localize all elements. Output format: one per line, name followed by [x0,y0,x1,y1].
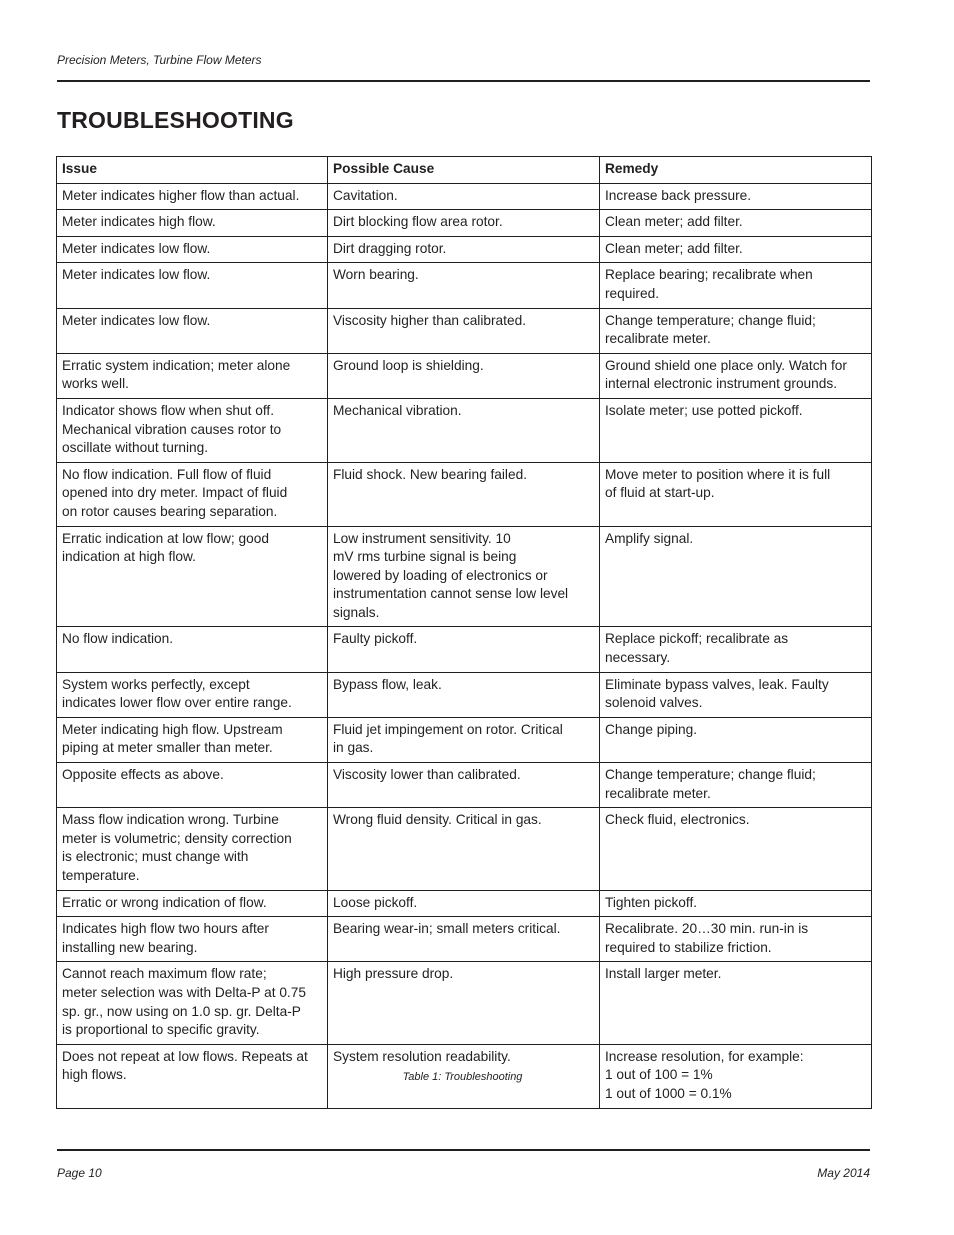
table-row [57,763,872,808]
issue-cell: Erratic indication at low flow; good indication at high flow. [57,526,328,627]
remedy-cell: Isolate meter; use potted pickoff. [600,398,872,462]
remedy-cell: Ground shield one place only. Watch for internal electronic instrument grounds. [600,353,872,398]
cause-cell: Dirt blocking flow area rotor. [328,210,600,237]
remedy-cell: Change temperature; change fluid; recalibrate meter. [600,763,872,808]
cause-cell: Cavitation. [328,183,600,210]
publication-date: May 2014 [817,1166,870,1180]
table-row [57,627,872,672]
remedy-cell: Move meter to position where it is full of fluid at start-up. [600,462,872,526]
table-row [57,308,872,353]
table-row [57,236,872,263]
remedy-cell: Clean meter; add filter. [600,210,872,237]
table-row [57,808,872,890]
table-row [57,890,872,917]
table-row [57,398,872,462]
page-number: Page 10 [57,1166,102,1180]
issue-cell: Does not repeat at low flows. Repeats at high flows. [57,1044,328,1108]
remedy-cell: Eliminate bypass valves, leak. Faulty solenoid valves. [600,672,872,717]
issue-cell: Erratic or wrong indication of flow. [57,890,328,917]
column-header-remedy: Remedy [600,157,872,184]
remedy-cell: Recalibrate. 20…30 min. run-in is required to stabilize friction. [600,917,872,962]
issue-cell: Opposite effects as above. [57,763,328,808]
cause-cell: Bearing wear-in; small meters critical. [328,917,600,962]
cause-cell: Viscosity lower than calibrated. [328,763,600,808]
remedy-cell: Amplify signal. [600,526,872,627]
remedy-cell: Replace pickoff; recalibrate as necessary. [600,627,872,672]
cause-cell: Fluid shock. New bearing failed. [328,462,600,526]
issue-cell: Meter indicates low flow. [57,263,328,308]
table-header-row [57,157,872,184]
running-header: Precision Meters, Turbine Flow Meters [57,53,262,67]
table-row [57,717,872,762]
table-body [57,183,872,1108]
issue-cell: Meter indicates higher flow than actual. [57,183,328,210]
remedy-cell: Change temperature; change fluid; recalibrate meter. [600,308,872,353]
cause-cell: Low instrument sensitivity. 10 mV rms turbine signal is being lowered by loading of electronics or instrumentation cannot sense low level signals. [328,526,600,627]
issue-cell: No flow indication. Full flow of fluid opened into dry meter. Impact of fluid on rotor causes bearing separation. [57,462,328,526]
table-row [57,526,872,627]
cause-cell: Wrong fluid density. Critical in gas. [328,808,600,890]
issue-cell: Meter indicating high flow. Upstream piping at meter smaller than meter. [57,717,328,762]
column-header-issue: Issue [57,157,328,184]
column-header-possible-cause: Possible Cause [328,157,600,184]
remedy-cell: Increase back pressure. [600,183,872,210]
table-caption: Table 1: Troubleshooting [402,1071,523,1083]
cause-cell: High pressure drop. [328,962,600,1044]
issue-cell: Cannot reach maximum flow rate; meter selection was with Delta-P at 0.75 sp. gr., now using on 1.0 sp. gr. Delta-P is proportional to specific gravity. [57,962,328,1044]
issue-cell: Mass flow indication wrong. Turbine meter is volumetric; density correction is electronic; must change with temperature. [57,808,328,890]
remedy-cell: Change piping. [600,717,872,762]
issue-cell: Meter indicates high flow. [57,210,328,237]
issue-cell: Meter indicates low flow. [57,308,328,353]
table-row [57,183,872,210]
remedy-cell: Tighten pickoff. [600,890,872,917]
table-row [57,353,872,398]
cause-cell: Dirt dragging rotor. [328,236,600,263]
issue-cell: System works perfectly, except indicates lower flow over entire range. [57,672,328,717]
table-row [57,672,872,717]
table-row [57,210,872,237]
cause-cell: System resolution readability. [328,1044,600,1108]
cause-cell: Bypass flow, leak. [328,672,600,717]
remedy-cell: Check fluid, electronics. [600,808,872,890]
footer-rule [57,1149,870,1151]
header-rule [57,80,870,82]
issue-cell: Indicates high flow two hours after installing new bearing. [57,917,328,962]
cause-cell: Ground loop is shielding. [328,353,600,398]
remedy-cell: Install larger meter. [600,962,872,1044]
issue-cell: No flow indication. [57,627,328,672]
cause-cell: Worn bearing. [328,263,600,308]
issue-cell: Erratic system indication; meter alone works well. [57,353,328,398]
remedy-cell: Replace bearing; recalibrate when required. [600,263,872,308]
table-row [57,263,872,308]
table-row [57,962,872,1044]
table-row [57,917,872,962]
cause-cell: Mechanical vibration. [328,398,600,462]
remedy-cell: Increase resolution, for example: 1 out of 100 = 1% 1 out of 1000 = 0.1% [600,1044,872,1108]
table-row [57,462,872,526]
cause-cell: Viscosity higher than calibrated. [328,308,600,353]
issue-cell: Indicator shows flow when shut off. Mechanical vibration causes rotor to oscillate without turning. [57,398,328,462]
issue-cell: Meter indicates low flow. [57,236,328,263]
remedy-cell: Clean meter; add filter. [600,236,872,263]
page-heading: TROUBLESHOOTING [57,107,294,133]
cause-cell: Fluid jet impingement on rotor. Critical in gas. [328,717,600,762]
cause-cell: Faulty pickoff. [328,627,600,672]
troubleshooting-table [56,156,872,1109]
cause-cell: Loose pickoff. [328,890,600,917]
